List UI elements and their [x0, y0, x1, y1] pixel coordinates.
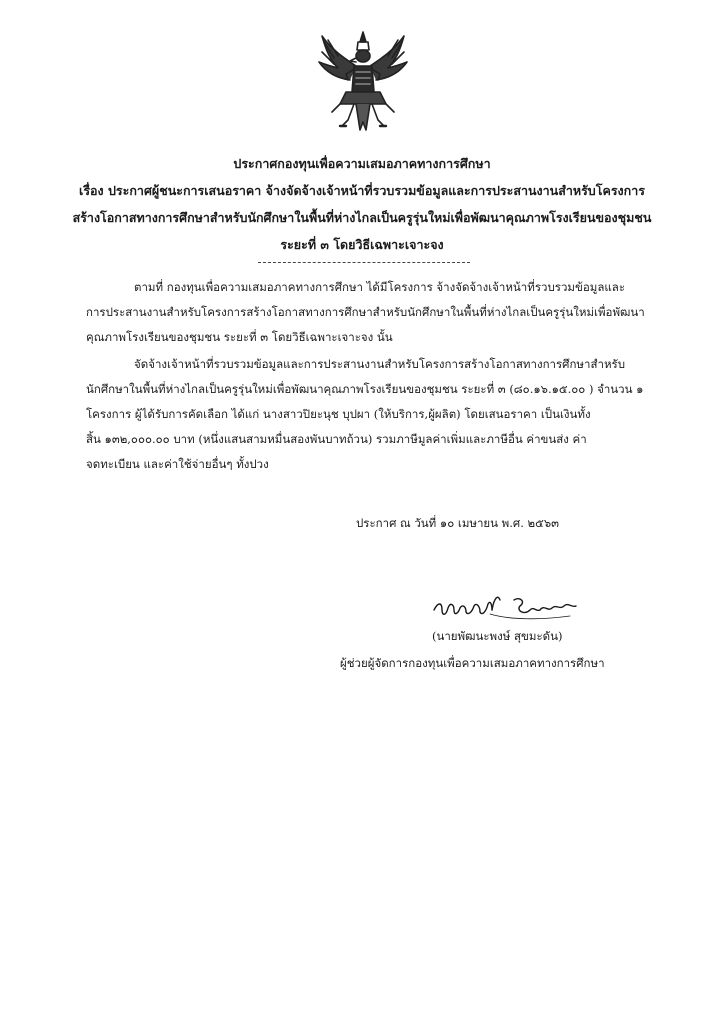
paragraph-line: ตามที่ กองทุนเพื่อความเสมอภาคทางการศึกษา ได้มีโครงการ จ้างจัดจ้างเจ้าหน้าที่รวบรวมข้อมูลและ	[134, 280, 626, 294]
announcement-header	[60, 150, 664, 258]
paragraph-line: นักศึกษาในพื้นที่ห่างไกลเป็นครูรุ่นใหม่เพื่อพัฒนาคุณภาพโรงเรียนของชุมชน ระยะที่ ๓ (๘๐.๑๖.๑๕.๐๐ ) จำนวน ๑	[86, 382, 644, 396]
subject-line-1: เรื่อง ประกาศผู้ชนะการเสนอราคา จ้างจัดจ้างเจ้าหน้าที่รวบรวมข้อมูลและการประสานงานสำหรับโครงการ	[79, 183, 645, 198]
paragraph-line: จัดจ้างเจ้าหน้าที่รวบรวมข้อมูลและการประสานงานสำหรับโครงการสร้างโอกาสทางการศึกษาสำหรับ	[134, 357, 625, 371]
paragraph-line: การประสานงานสำหรับโครงการสร้างโอกาสทางการศึกษาสำหรับนักศึกษาในพื้นที่ห่างไกลเป็นครูรุ่นใหม่เพื่อพัฒนา	[86, 305, 645, 319]
paragraph-background	[86, 275, 646, 350]
issuer-title: ประกาศกองทุนเพื่อความเสมอภาคทางการศึกษา	[233, 156, 491, 171]
paragraph-line: สิ้น ๑๓๒,๐๐๐.๐๐ บาท (หนึ่งแสนสามหมื่นสองพันบาทถ้วน) รวมภาษีมูลค่าเพิ่มและภาษีอื่น ค่าขนส่ง ค่า	[86, 432, 587, 446]
signer-position: ผู้ช่วยผู้จัดการกองทุนเพื่อความเสมอภาคทางการศึกษา	[340, 656, 605, 670]
paragraph-line: จดทะเบียน และค่าใช้จ่ายอื่นๆ ทั้งปวง	[86, 457, 269, 471]
signer-name: (นายพัฒนะพงษ์ สุขมะดัน)	[432, 629, 563, 643]
paragraph-line: คุณภาพโรงเรียนของชุมชน ระยะที่ ๓ โดยวิธีเฉพาะเจาะจง นั้น	[86, 330, 393, 344]
announcement-date: ประกาศ ณ วันที่ ๑๐ เมษายน พ.ศ. ๒๕๖๓	[356, 516, 559, 530]
paragraph-line: โครงการ ผู้ได้รับการคัดเลือก ได้แก่ นางสาวปิยะนุช บุปผา (ให้บริการ,ผู้ผลิต) โดยเสนอราคา เป็นเงินทั้ง	[86, 407, 591, 421]
garuda-emblem-icon	[316, 28, 410, 138]
subject-line-2: สร้างโอกาสทางการศึกษาสำหรับนักศึกษาในพื้นที่ห่างไกลเป็นครูรุ่นใหม่เพื่อพัฒนาคุณภาพโรงเรียนของชุมชน	[72, 210, 652, 225]
paragraph-award	[86, 352, 646, 477]
handwritten-signature	[430, 590, 580, 626]
header-divider	[258, 262, 470, 263]
subject-line-3: ระยะที่ ๓ โดยวิธีเฉพาะเจาะจง	[280, 237, 444, 252]
